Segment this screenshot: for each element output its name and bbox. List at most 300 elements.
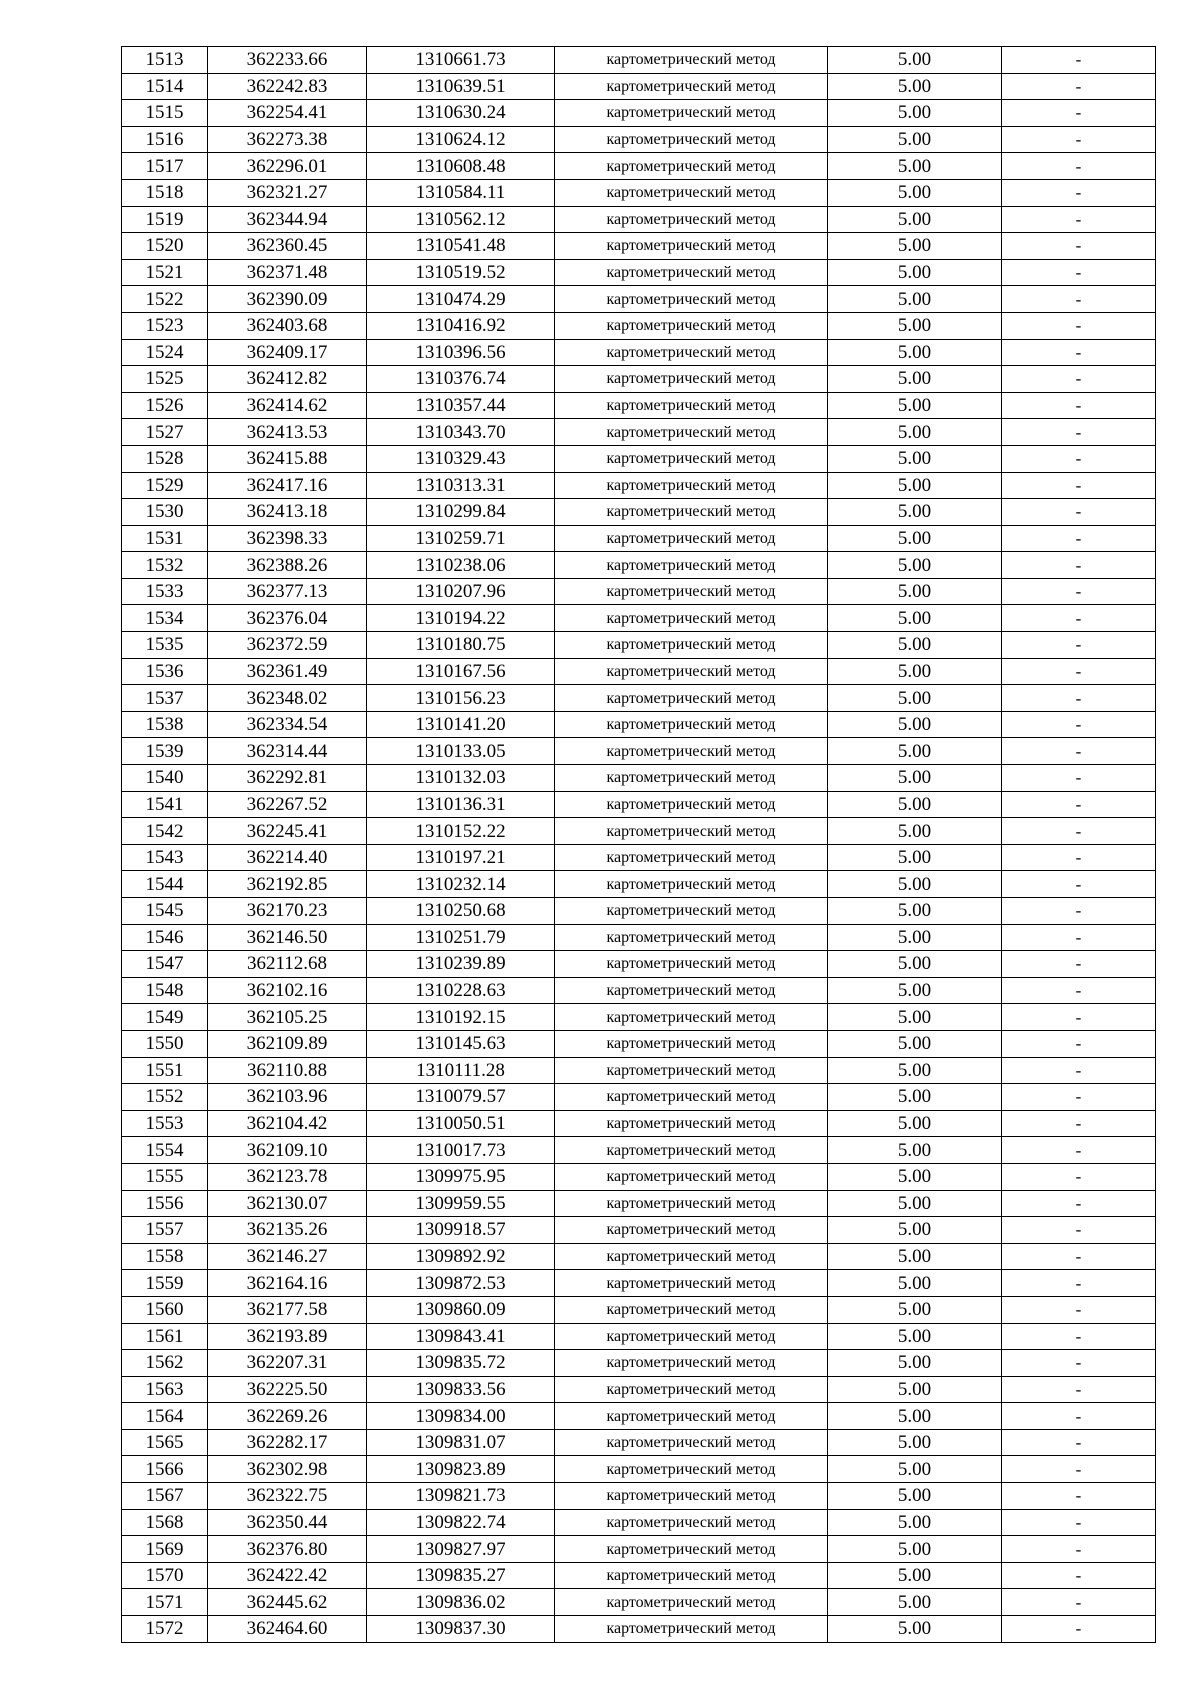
accuracy-cell: 5.00 [828, 419, 1002, 446]
accuracy-cell: 5.00 [828, 499, 1002, 526]
x-coordinate-cell: 362409.17 [208, 339, 367, 366]
table-row [122, 1084, 1156, 1111]
table-row [122, 1509, 1156, 1536]
method-cell: картометрический метод [555, 765, 828, 792]
description-cell: - [1002, 1616, 1156, 1643]
method-cell: картометрический метод [555, 1190, 828, 1217]
y-coordinate-cell: 1310207.96 [367, 578, 555, 605]
point-number-cell: 1552 [122, 1084, 208, 1111]
point-number-cell: 1555 [122, 1163, 208, 1190]
y-coordinate-cell: 1309918.57 [367, 1217, 555, 1244]
y-coordinate-cell: 1309959.55 [367, 1190, 555, 1217]
accuracy-cell: 5.00 [828, 844, 1002, 871]
y-coordinate-cell: 1310197.21 [367, 844, 555, 871]
point-number-cell: 1546 [122, 924, 208, 951]
point-number-cell: 1517 [122, 153, 208, 180]
method-cell: картометрический метод [555, 605, 828, 632]
x-coordinate-cell: 362245.41 [208, 818, 367, 845]
description-cell: - [1002, 153, 1156, 180]
accuracy-cell: 5.00 [828, 1190, 1002, 1217]
accuracy-cell: 5.00 [828, 977, 1002, 1004]
description-cell: - [1002, 1030, 1156, 1057]
method-cell: картометрический метод [555, 1004, 828, 1031]
description-cell: - [1002, 1217, 1156, 1244]
description-cell: - [1002, 1270, 1156, 1297]
table-row [122, 1456, 1156, 1483]
method-cell: картометрический метод [555, 472, 828, 499]
table-row [122, 286, 1156, 313]
accuracy-cell: 5.00 [828, 1562, 1002, 1589]
table-row [122, 951, 1156, 978]
y-coordinate-cell: 1310192.15 [367, 1004, 555, 1031]
description-cell: - [1002, 312, 1156, 339]
accuracy-cell: 5.00 [828, 1217, 1002, 1244]
description-cell: - [1002, 339, 1156, 366]
table-row [122, 1217, 1156, 1244]
description-cell: - [1002, 1110, 1156, 1137]
description-cell: - [1002, 765, 1156, 792]
x-coordinate-cell: 362164.16 [208, 1270, 367, 1297]
point-number-cell: 1547 [122, 951, 208, 978]
description-cell: - [1002, 818, 1156, 845]
method-cell: картометрический метод [555, 525, 828, 552]
method-cell: картометрический метод [555, 1616, 828, 1643]
table-body [122, 47, 1156, 1643]
accuracy-cell: 5.00 [828, 1536, 1002, 1563]
x-coordinate-cell: 362371.48 [208, 259, 367, 286]
y-coordinate-cell: 1310111.28 [367, 1057, 555, 1084]
point-number-cell: 1540 [122, 765, 208, 792]
point-number-cell: 1536 [122, 658, 208, 685]
x-coordinate-cell: 362388.26 [208, 552, 367, 579]
point-number-cell: 1563 [122, 1376, 208, 1403]
table-row [122, 419, 1156, 446]
x-coordinate-cell: 362314.44 [208, 738, 367, 765]
x-coordinate-cell: 362350.44 [208, 1509, 367, 1536]
method-cell: картометрический метод [555, 1376, 828, 1403]
y-coordinate-cell: 1310079.57 [367, 1084, 555, 1111]
description-cell: - [1002, 366, 1156, 393]
x-coordinate-cell: 362225.50 [208, 1376, 367, 1403]
method-cell: картометрический метод [555, 1030, 828, 1057]
table-row [122, 312, 1156, 339]
method-cell: картометрический метод [555, 924, 828, 951]
table-row [122, 711, 1156, 738]
x-coordinate-cell: 362214.40 [208, 844, 367, 871]
accuracy-cell: 5.00 [828, 1137, 1002, 1164]
accuracy-cell: 5.00 [828, 765, 1002, 792]
method-cell: картометрический метод [555, 1429, 828, 1456]
x-coordinate-cell: 362398.33 [208, 525, 367, 552]
method-cell: картометрический метод [555, 1483, 828, 1510]
x-coordinate-cell: 362103.96 [208, 1084, 367, 1111]
method-cell: картометрический метод [555, 578, 828, 605]
table-row [122, 765, 1156, 792]
x-coordinate-cell: 362348.02 [208, 685, 367, 712]
y-coordinate-cell: 1309835.27 [367, 1562, 555, 1589]
table-row [122, 1190, 1156, 1217]
method-cell: картометрический метод [555, 1163, 828, 1190]
y-coordinate-cell: 1309975.95 [367, 1163, 555, 1190]
description-cell: - [1002, 1403, 1156, 1430]
coordinates-table [121, 46, 1156, 1643]
table-row [122, 1616, 1156, 1643]
table-row [122, 1110, 1156, 1137]
description-cell: - [1002, 286, 1156, 313]
accuracy-cell: 5.00 [828, 898, 1002, 925]
method-cell: картометрический метод [555, 844, 828, 871]
description-cell: - [1002, 1429, 1156, 1456]
accuracy-cell: 5.00 [828, 1270, 1002, 1297]
y-coordinate-cell: 1310396.56 [367, 339, 555, 366]
description-cell: - [1002, 844, 1156, 871]
accuracy-cell: 5.00 [828, 1243, 1002, 1270]
x-coordinate-cell: 362334.54 [208, 711, 367, 738]
method-cell: картометрический метод [555, 1509, 828, 1536]
table-row [122, 1163, 1156, 1190]
table-row [122, 924, 1156, 951]
description-cell: - [1002, 1296, 1156, 1323]
point-number-cell: 1569 [122, 1536, 208, 1563]
accuracy-cell: 5.00 [828, 1509, 1002, 1536]
x-coordinate-cell: 362110.88 [208, 1057, 367, 1084]
description-cell: - [1002, 977, 1156, 1004]
point-number-cell: 1549 [122, 1004, 208, 1031]
y-coordinate-cell: 1309822.74 [367, 1509, 555, 1536]
y-coordinate-cell: 1310238.06 [367, 552, 555, 579]
x-coordinate-cell: 362242.83 [208, 73, 367, 100]
table-row [122, 126, 1156, 153]
accuracy-cell: 5.00 [828, 632, 1002, 659]
method-cell: картометрический метод [555, 339, 828, 366]
point-number-cell: 1524 [122, 339, 208, 366]
description-cell: - [1002, 419, 1156, 446]
y-coordinate-cell: 1310474.29 [367, 286, 555, 313]
method-cell: картометрический метод [555, 179, 828, 206]
x-coordinate-cell: 362321.27 [208, 179, 367, 206]
accuracy-cell: 5.00 [828, 286, 1002, 313]
table-row [122, 632, 1156, 659]
accuracy-cell: 5.00 [828, 445, 1002, 472]
accuracy-cell: 5.00 [828, 1483, 1002, 1510]
description-cell: - [1002, 525, 1156, 552]
accuracy-cell: 5.00 [828, 1350, 1002, 1377]
method-cell: картометрический метод [555, 206, 828, 233]
point-number-cell: 1514 [122, 73, 208, 100]
table-row [122, 472, 1156, 499]
method-cell: картометрический метод [555, 1137, 828, 1164]
x-coordinate-cell: 362273.38 [208, 126, 367, 153]
description-cell: - [1002, 685, 1156, 712]
y-coordinate-cell: 1309860.09 [367, 1296, 555, 1323]
accuracy-cell: 5.00 [828, 1456, 1002, 1483]
y-coordinate-cell: 1309823.89 [367, 1456, 555, 1483]
point-number-cell: 1522 [122, 286, 208, 313]
description-cell: - [1002, 1376, 1156, 1403]
y-coordinate-cell: 1309833.56 [367, 1376, 555, 1403]
description-cell: - [1002, 605, 1156, 632]
table-row [122, 1137, 1156, 1164]
point-number-cell: 1566 [122, 1456, 208, 1483]
table-row [122, 871, 1156, 898]
method-cell: картометрический метод [555, 791, 828, 818]
y-coordinate-cell: 1310251.79 [367, 924, 555, 951]
y-coordinate-cell: 1310376.74 [367, 366, 555, 393]
x-coordinate-cell: 362269.26 [208, 1403, 367, 1430]
accuracy-cell: 5.00 [828, 1589, 1002, 1616]
y-coordinate-cell: 1309843.41 [367, 1323, 555, 1350]
accuracy-cell: 5.00 [828, 1429, 1002, 1456]
table-row [122, 499, 1156, 526]
x-coordinate-cell: 362361.49 [208, 658, 367, 685]
point-number-cell: 1545 [122, 898, 208, 925]
table-row [122, 339, 1156, 366]
point-number-cell: 1529 [122, 472, 208, 499]
y-coordinate-cell: 1309831.07 [367, 1429, 555, 1456]
table-row [122, 1429, 1156, 1456]
y-coordinate-cell: 1309836.02 [367, 1589, 555, 1616]
y-coordinate-cell: 1310132.03 [367, 765, 555, 792]
description-cell: - [1002, 392, 1156, 419]
x-coordinate-cell: 362414.62 [208, 392, 367, 419]
accuracy-cell: 5.00 [828, 153, 1002, 180]
description-cell: - [1002, 658, 1156, 685]
y-coordinate-cell: 1309834.00 [367, 1403, 555, 1430]
x-coordinate-cell: 362135.26 [208, 1217, 367, 1244]
accuracy-cell: 5.00 [828, 339, 1002, 366]
table-row [122, 818, 1156, 845]
point-number-cell: 1515 [122, 100, 208, 127]
x-coordinate-cell: 362102.16 [208, 977, 367, 1004]
accuracy-cell: 5.00 [828, 951, 1002, 978]
point-number-cell: 1541 [122, 791, 208, 818]
y-coordinate-cell: 1310141.20 [367, 711, 555, 738]
table-row [122, 525, 1156, 552]
accuracy-cell: 5.00 [828, 1616, 1002, 1643]
x-coordinate-cell: 362123.78 [208, 1163, 367, 1190]
description-cell: - [1002, 898, 1156, 925]
description-cell: - [1002, 1562, 1156, 1589]
table-row [122, 1243, 1156, 1270]
y-coordinate-cell: 1310259.71 [367, 525, 555, 552]
method-cell: картометрический метод [555, 153, 828, 180]
point-number-cell: 1519 [122, 206, 208, 233]
point-number-cell: 1528 [122, 445, 208, 472]
table-row [122, 977, 1156, 1004]
accuracy-cell: 5.00 [828, 206, 1002, 233]
point-number-cell: 1531 [122, 525, 208, 552]
x-coordinate-cell: 362146.27 [208, 1243, 367, 1270]
table-row [122, 47, 1156, 74]
table-row [122, 844, 1156, 871]
accuracy-cell: 5.00 [828, 924, 1002, 951]
method-cell: картометрический метод [555, 1057, 828, 1084]
x-coordinate-cell: 362413.53 [208, 419, 367, 446]
point-number-cell: 1557 [122, 1217, 208, 1244]
x-coordinate-cell: 362104.42 [208, 1110, 367, 1137]
point-number-cell: 1570 [122, 1562, 208, 1589]
description-cell: - [1002, 499, 1156, 526]
method-cell: картометрический метод [555, 47, 828, 74]
description-cell: - [1002, 738, 1156, 765]
point-number-cell: 1567 [122, 1483, 208, 1510]
method-cell: картометрический метод [555, 685, 828, 712]
point-number-cell: 1520 [122, 233, 208, 260]
method-cell: картометрический метод [555, 871, 828, 898]
point-number-cell: 1543 [122, 844, 208, 871]
description-cell: - [1002, 791, 1156, 818]
y-coordinate-cell: 1310133.05 [367, 738, 555, 765]
y-coordinate-cell: 1310329.43 [367, 445, 555, 472]
x-coordinate-cell: 362390.09 [208, 286, 367, 313]
description-cell: - [1002, 233, 1156, 260]
table-row [122, 552, 1156, 579]
accuracy-cell: 5.00 [828, 552, 1002, 579]
point-number-cell: 1550 [122, 1030, 208, 1057]
description-cell: - [1002, 1350, 1156, 1377]
y-coordinate-cell: 1310357.44 [367, 392, 555, 419]
accuracy-cell: 5.00 [828, 259, 1002, 286]
x-coordinate-cell: 362322.75 [208, 1483, 367, 1510]
y-coordinate-cell: 1309821.73 [367, 1483, 555, 1510]
description-cell: - [1002, 1004, 1156, 1031]
accuracy-cell: 5.00 [828, 711, 1002, 738]
point-number-cell: 1526 [122, 392, 208, 419]
accuracy-cell: 5.00 [828, 738, 1002, 765]
accuracy-cell: 5.00 [828, 818, 1002, 845]
table-row [122, 898, 1156, 925]
x-coordinate-cell: 362445.62 [208, 1589, 367, 1616]
point-number-cell: 1561 [122, 1323, 208, 1350]
accuracy-cell: 5.00 [828, 366, 1002, 393]
method-cell: картометрический метод [555, 1270, 828, 1297]
x-coordinate-cell: 362254.41 [208, 100, 367, 127]
description-cell: - [1002, 445, 1156, 472]
method-cell: картометрический метод [555, 1217, 828, 1244]
point-number-cell: 1565 [122, 1429, 208, 1456]
table-row [122, 1403, 1156, 1430]
accuracy-cell: 5.00 [828, 179, 1002, 206]
accuracy-cell: 5.00 [828, 525, 1002, 552]
point-number-cell: 1571 [122, 1589, 208, 1616]
accuracy-cell: 5.00 [828, 392, 1002, 419]
table-row [122, 100, 1156, 127]
point-number-cell: 1560 [122, 1296, 208, 1323]
point-number-cell: 1513 [122, 47, 208, 74]
point-number-cell: 1525 [122, 366, 208, 393]
description-cell: - [1002, 73, 1156, 100]
accuracy-cell: 5.00 [828, 472, 1002, 499]
x-coordinate-cell: 362417.16 [208, 472, 367, 499]
x-coordinate-cell: 362344.94 [208, 206, 367, 233]
y-coordinate-cell: 1310624.12 [367, 126, 555, 153]
x-coordinate-cell: 362282.17 [208, 1429, 367, 1456]
point-number-cell: 1518 [122, 179, 208, 206]
y-coordinate-cell: 1310299.84 [367, 499, 555, 526]
table-row [122, 1057, 1156, 1084]
accuracy-cell: 5.00 [828, 1403, 1002, 1430]
point-number-cell: 1521 [122, 259, 208, 286]
y-coordinate-cell: 1310180.75 [367, 632, 555, 659]
y-coordinate-cell: 1310156.23 [367, 685, 555, 712]
method-cell: картометрический метод [555, 286, 828, 313]
method-cell: картометрический метод [555, 951, 828, 978]
method-cell: картометрический метод [555, 1350, 828, 1377]
y-coordinate-cell: 1309835.72 [367, 1350, 555, 1377]
accuracy-cell: 5.00 [828, 1084, 1002, 1111]
point-number-cell: 1530 [122, 499, 208, 526]
method-cell: картометрический метод [555, 100, 828, 127]
point-number-cell: 1553 [122, 1110, 208, 1137]
description-cell: - [1002, 126, 1156, 153]
table-row [122, 791, 1156, 818]
table-row [122, 1350, 1156, 1377]
table-row [122, 605, 1156, 632]
y-coordinate-cell: 1310343.70 [367, 419, 555, 446]
x-coordinate-cell: 362193.89 [208, 1323, 367, 1350]
table-row [122, 578, 1156, 605]
y-coordinate-cell: 1309837.30 [367, 1616, 555, 1643]
accuracy-cell: 5.00 [828, 1323, 1002, 1350]
table-row [122, 1483, 1156, 1510]
accuracy-cell: 5.00 [828, 126, 1002, 153]
method-cell: картометрический метод [555, 392, 828, 419]
table-row [122, 73, 1156, 100]
y-coordinate-cell: 1310519.52 [367, 259, 555, 286]
description-cell: - [1002, 1323, 1156, 1350]
y-coordinate-cell: 1309872.53 [367, 1270, 555, 1297]
description-cell: - [1002, 1536, 1156, 1563]
table-row [122, 445, 1156, 472]
y-coordinate-cell: 1310630.24 [367, 100, 555, 127]
y-coordinate-cell: 1310608.48 [367, 153, 555, 180]
y-coordinate-cell: 1310416.92 [367, 312, 555, 339]
x-coordinate-cell: 362112.68 [208, 951, 367, 978]
method-cell: картометрический метод [555, 1323, 828, 1350]
table-row [122, 179, 1156, 206]
point-number-cell: 1562 [122, 1350, 208, 1377]
x-coordinate-cell: 362170.23 [208, 898, 367, 925]
table-row [122, 1004, 1156, 1031]
accuracy-cell: 5.00 [828, 578, 1002, 605]
method-cell: картометрический метод [555, 1084, 828, 1111]
x-coordinate-cell: 362412.82 [208, 366, 367, 393]
y-coordinate-cell: 1310584.11 [367, 179, 555, 206]
accuracy-cell: 5.00 [828, 312, 1002, 339]
table-row [122, 1562, 1156, 1589]
description-cell: - [1002, 924, 1156, 951]
accuracy-cell: 5.00 [828, 605, 1002, 632]
y-coordinate-cell: 1310194.22 [367, 605, 555, 632]
method-cell: картометрический метод [555, 1456, 828, 1483]
description-cell: - [1002, 1509, 1156, 1536]
point-number-cell: 1564 [122, 1403, 208, 1430]
table-row [122, 658, 1156, 685]
method-cell: картометрический метод [555, 233, 828, 260]
accuracy-cell: 5.00 [828, 1163, 1002, 1190]
y-coordinate-cell: 1310136.31 [367, 791, 555, 818]
y-coordinate-cell: 1310250.68 [367, 898, 555, 925]
method-cell: картометрический метод [555, 898, 828, 925]
method-cell: картометрический метод [555, 445, 828, 472]
table-row [122, 1536, 1156, 1563]
point-number-cell: 1538 [122, 711, 208, 738]
y-coordinate-cell: 1310152.22 [367, 818, 555, 845]
description-cell: - [1002, 259, 1156, 286]
point-number-cell: 1551 [122, 1057, 208, 1084]
method-cell: картометрический метод [555, 73, 828, 100]
description-cell: - [1002, 1483, 1156, 1510]
